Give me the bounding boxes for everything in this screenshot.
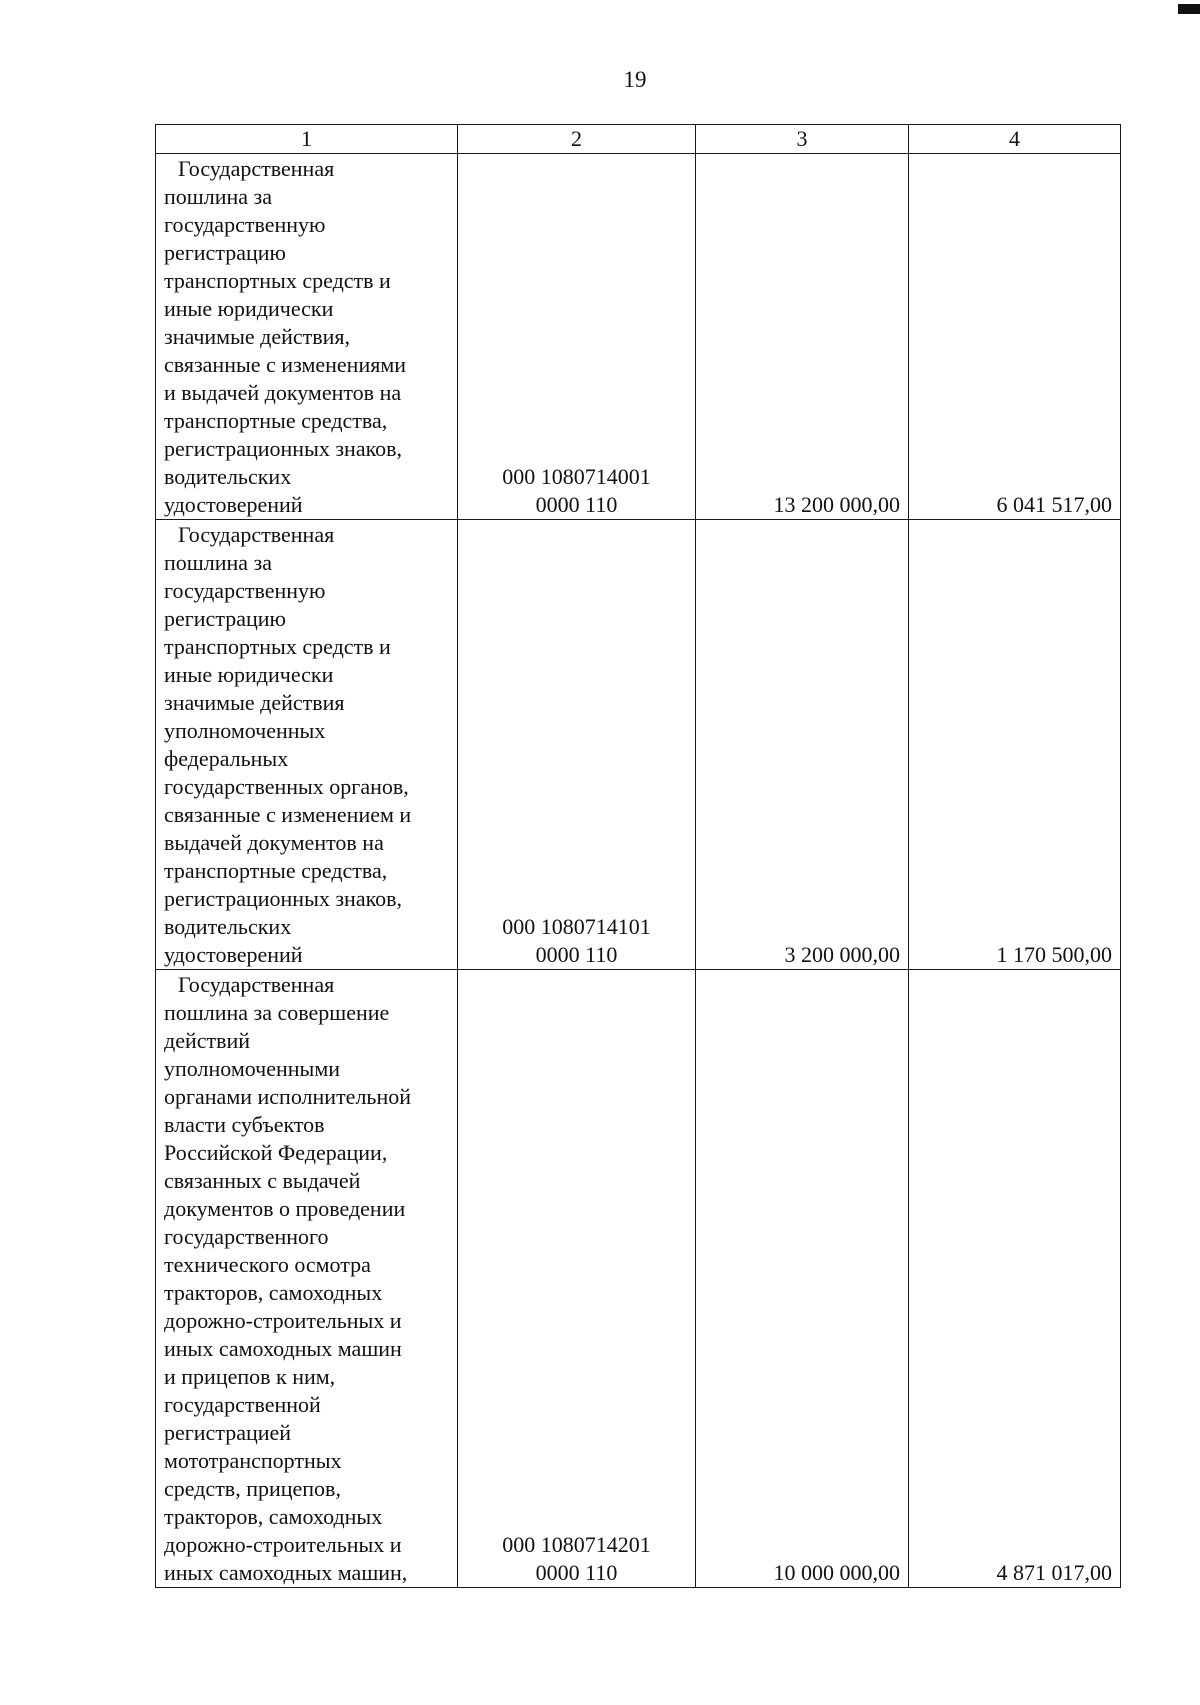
table-header-row (156, 125, 1121, 154)
row-fact-value: 1 170 500,00 (909, 520, 1121, 970)
column-header-4: 4 (909, 125, 1121, 154)
row-code: 000 1080714201 0000 110 (502, 1532, 651, 1585)
row-fact-value: 6 041 517,00 (909, 154, 1121, 520)
table-row (156, 154, 1121, 520)
column-header-2: 2 (458, 125, 696, 154)
row-name: Государственная пошлина за совершение действий уполномоченными органами исполнительной власти субъектов Российской Федерации, связанных с выдачей документов о проведении государственного технического осмотра тракторов, самоходных дорожно-строительных и иных самоходных машин и прицепов к ним, государственной регистрацией мототранспортных средств, прицепов, тракторов, самоходных дорожно-строительных и иных самоходных машин, (164, 972, 412, 1585)
row-name-cell (156, 154, 458, 520)
row-name: Государственная пошлина за государственную регистрацию транспортных средств и иные юридически значимые действия, связанные с изменениями и выдачей документов на транспортные средства, регистрационных знаков, водительских удостоверений (164, 156, 407, 517)
row-code: 000 1080714101 0000 110 (502, 914, 651, 967)
page-number: 19 (623, 67, 647, 92)
row-plan-value: 3 200 000,00 (696, 520, 909, 970)
row-code-cell (458, 154, 696, 520)
table-row (156, 970, 1121, 1588)
scan-corner-mark (1178, 4, 1200, 14)
row-name-cell (156, 520, 458, 970)
column-header-1: 1 (156, 125, 458, 154)
row-fact-value: 4 871 017,00 (909, 970, 1121, 1588)
row-plan-value: 13 200 000,00 (696, 154, 909, 520)
row-code-cell (458, 520, 696, 970)
row-name: Государственная пошлина за государственную регистрацию транспортных средств и иные юридически значимые действия уполномоченных федеральных государственных органов, связанные с изменением и выдачей документов на транспортные средства, регистрационных знаков, водительских удостоверений (164, 522, 412, 967)
row-plan-value: 10 000 000,00 (696, 970, 909, 1588)
column-header-3: 3 (696, 125, 909, 154)
table-row (156, 520, 1121, 970)
revenue-table (155, 124, 1121, 1588)
row-code-cell (458, 970, 696, 1588)
row-code: 000 1080714001 0000 110 (502, 464, 651, 517)
row-name-cell (156, 970, 458, 1588)
